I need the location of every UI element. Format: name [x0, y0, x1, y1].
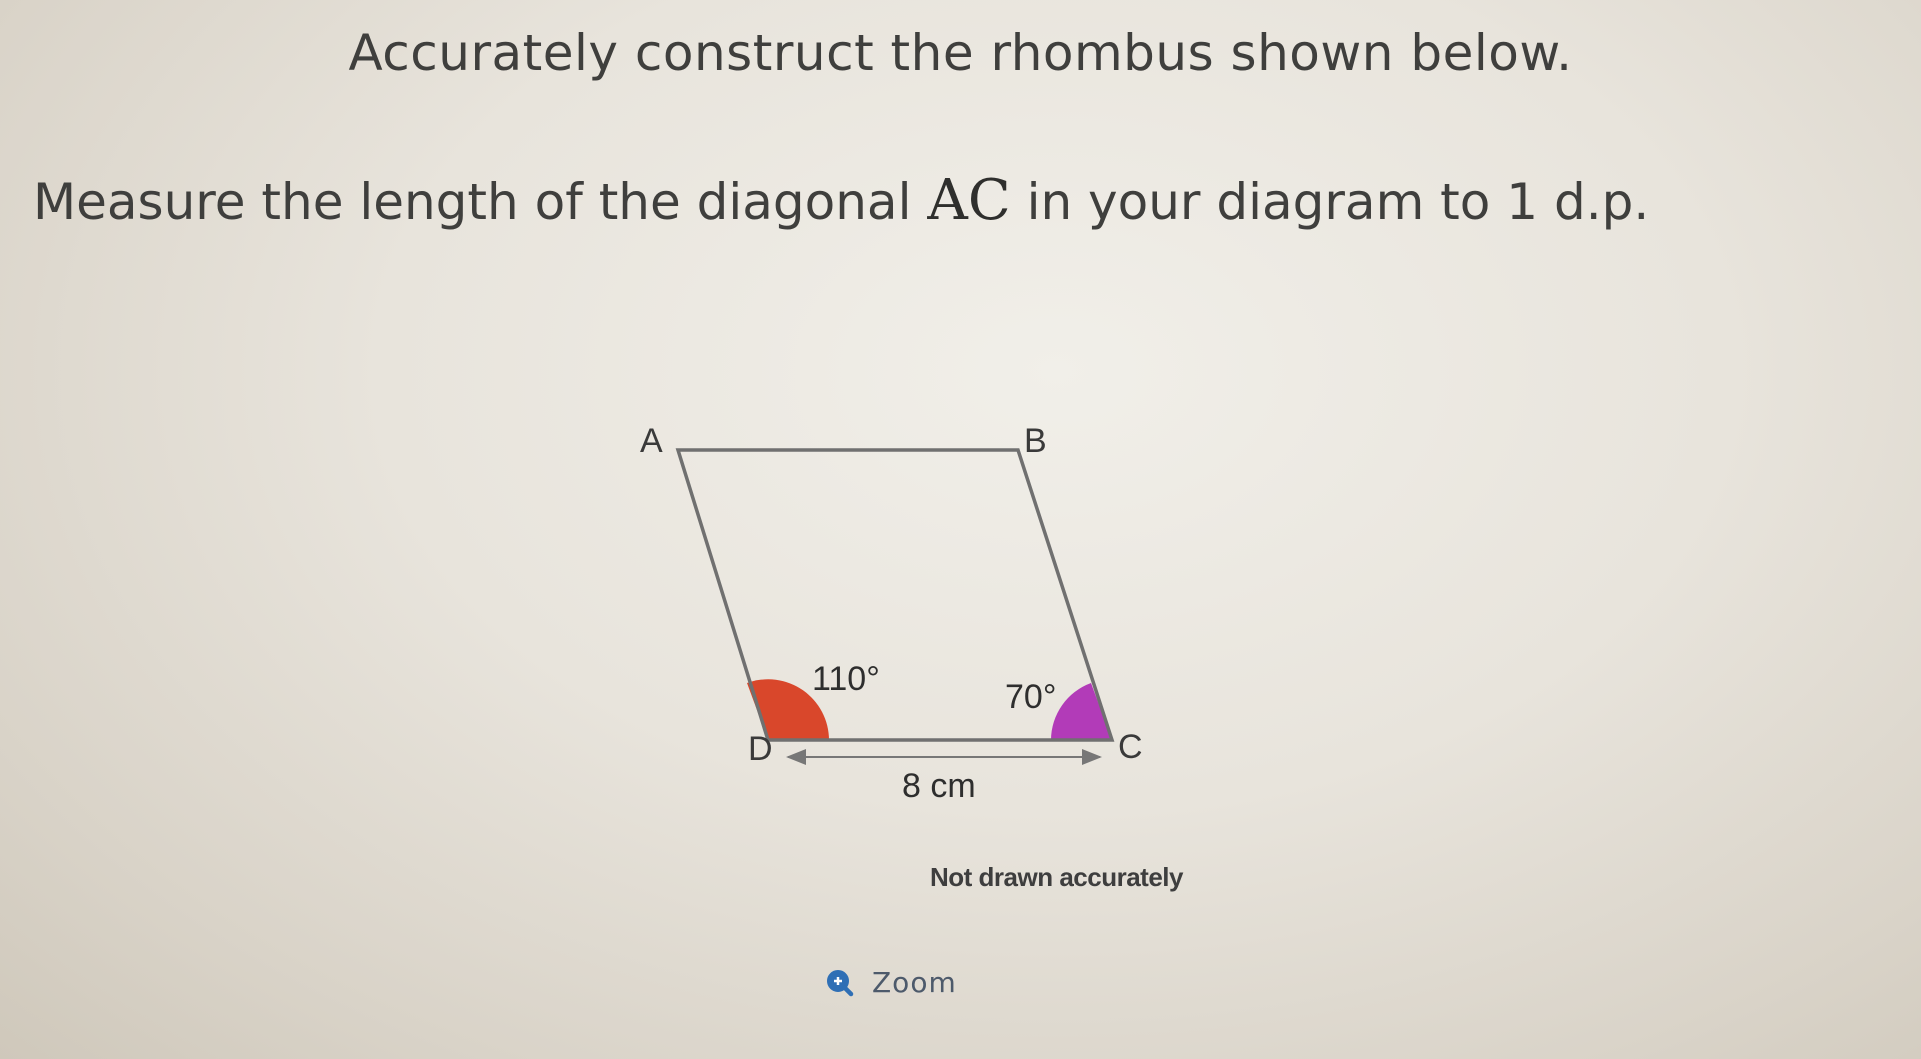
search-icon — [826, 969, 854, 997]
angle-d-label: 110° — [812, 660, 880, 698]
side-dc-label: 8 cm — [902, 767, 976, 805]
prompt-text-start: Measure the length of the diagonal — [33, 173, 928, 231]
zoom-label: Zoom — [872, 966, 957, 999]
vertex-label-a: A — [640, 422, 663, 460]
vertex-label-c: C — [1118, 728, 1143, 766]
not-to-scale-note: Not drawn accurately — [930, 862, 1183, 892]
question-prompt — [33, 168, 1649, 233]
vertex-label-b: B — [1024, 422, 1047, 460]
angle-c-label: 70° — [1005, 678, 1057, 716]
zoom-button[interactable] — [826, 966, 957, 999]
prompt-math-ac: AC — [927, 168, 1011, 233]
vertex-label-d: D — [748, 730, 773, 768]
question-title: Accurately construct the rhombus shown below. — [348, 24, 1573, 82]
prompt-text-end: in your diagram to 1 d.p. — [1010, 173, 1650, 231]
rhombus-svg — [640, 400, 1240, 820]
rhombus-diagram — [640, 400, 1240, 820]
